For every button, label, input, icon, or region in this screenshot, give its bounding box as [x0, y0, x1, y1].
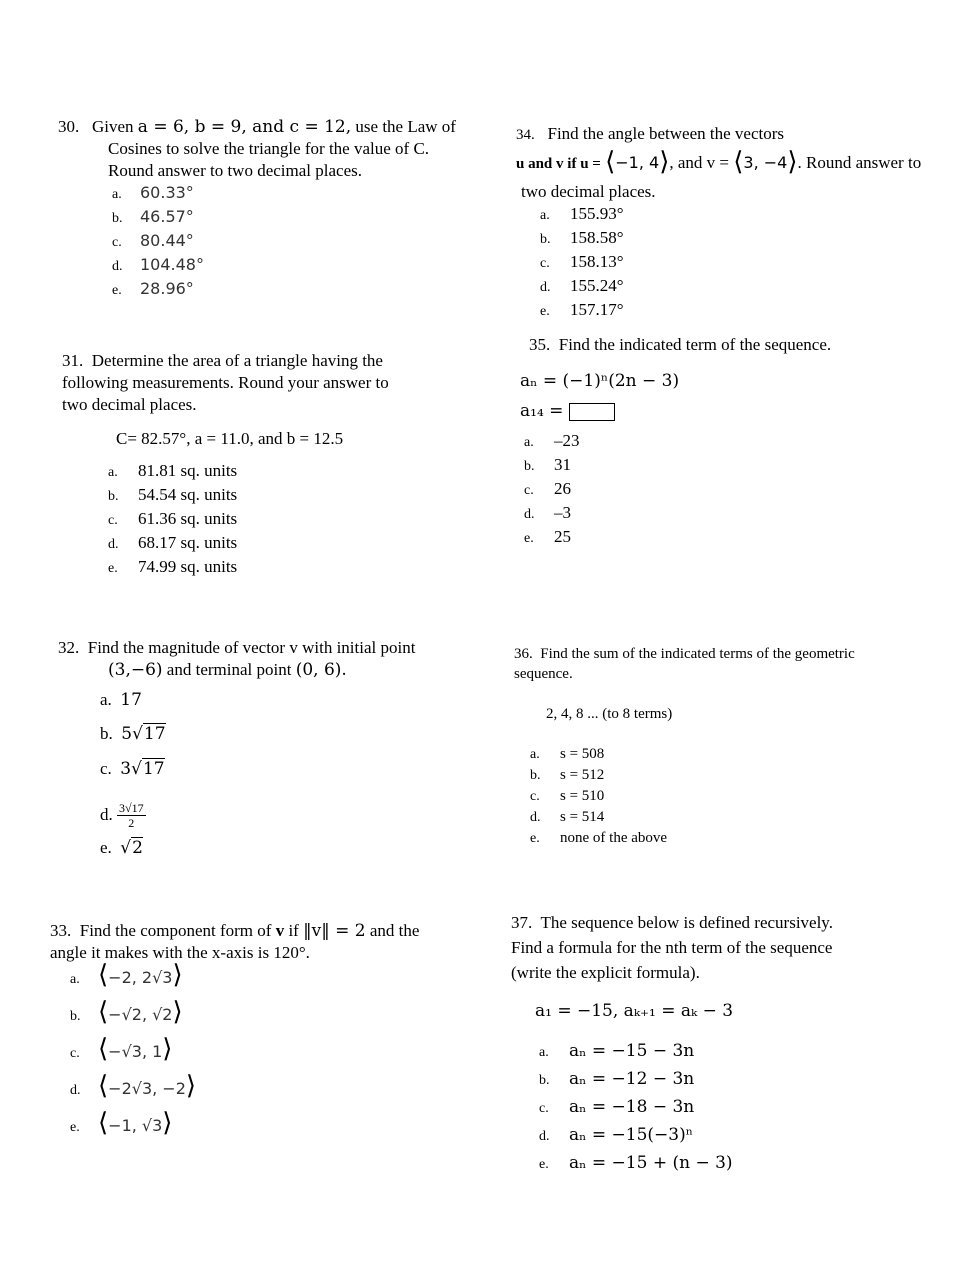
option-value: −√2, √2	[108, 1005, 173, 1024]
question-stem: 30. Given a = 6, b = 9, and c = 12, use the Law of	[58, 117, 456, 137]
option-value: 104.48°	[140, 255, 204, 274]
option-c[interactable]: c. ⟨ −√3, 1 ⟩	[70, 1034, 173, 1064]
option-d[interactable]	[530, 807, 934, 828]
option-a[interactable]	[539, 1038, 951, 1066]
option-a[interactable]: a. ⟨ −2, 2√3 ⟩	[70, 960, 183, 990]
option-letter: a.	[530, 747, 540, 762]
option-letter: a.	[108, 465, 118, 480]
option-e[interactable]	[530, 828, 934, 849]
option-letter: d.	[540, 280, 551, 295]
option-value: 54.54 sq. units	[138, 485, 238, 504]
question-31	[62, 350, 482, 580]
option-d[interactable]	[112, 254, 478, 278]
question-37	[511, 910, 951, 1178]
question-stem-line: following measurements. Round your answer to	[62, 373, 389, 392]
option-value: 26	[554, 479, 571, 498]
option-letter: b.	[539, 1073, 550, 1088]
option-value: aₙ = −18 − 3n	[569, 1097, 695, 1117]
question-35	[520, 334, 940, 550]
option-letter: e.	[70, 1120, 80, 1135]
option-letter: d.	[539, 1129, 550, 1144]
option-letter: b.	[112, 211, 123, 226]
option-c[interactable]	[524, 478, 940, 502]
option-value: 28.96°	[140, 279, 194, 298]
option-value: 31	[554, 455, 571, 474]
option-letter: c.	[530, 789, 540, 804]
option-value: −2√3, −2	[108, 1079, 186, 1098]
option-letter: c.	[108, 513, 118, 528]
option-value: 80.44°	[140, 231, 194, 250]
option-value: 158.13°	[570, 252, 624, 271]
option-b[interactable]	[108, 484, 482, 508]
answer-box[interactable]	[569, 403, 615, 421]
option-c[interactable]	[530, 786, 934, 807]
option-c[interactable]	[112, 230, 478, 254]
question-stem-line: (3,−6) and terminal point (0, 6).	[108, 660, 347, 680]
options-list	[50, 960, 470, 1151]
option-value: −1, √3	[108, 1116, 163, 1135]
question-number: 33.	[50, 921, 72, 940]
option-a[interactable]	[108, 460, 482, 484]
option-c[interactable]: c. 3√17	[100, 759, 165, 779]
option-letter: a.	[540, 208, 550, 223]
option-letter: c.	[70, 1046, 80, 1061]
option-letter: a.	[112, 187, 122, 202]
question-stem-line: Cosines to solve the triangle for the value of C.	[108, 139, 430, 158]
option-letter: b.	[540, 232, 551, 247]
option-letter: e.	[108, 561, 118, 576]
question-stem-line: angle it makes with the x-axis is 120°.	[50, 943, 310, 962]
recursive-definition: a₁ = −15, aₖ₊₁ = aₖ − 3	[535, 1001, 734, 1021]
given-values: a = 6, b = 9, and c = 12,	[137, 117, 352, 137]
option-e[interactable]: e. √2	[100, 838, 143, 858]
question-number: 37.	[511, 913, 533, 932]
options-list	[58, 689, 478, 867]
options-list	[520, 430, 940, 550]
option-b[interactable]: b. 5√17	[100, 724, 166, 744]
option-value: 74.99 sq. units	[138, 557, 238, 576]
option-value: 25	[554, 527, 571, 546]
option-letter: d.	[108, 537, 119, 552]
option-letter: a.	[70, 972, 80, 987]
option-e[interactable]	[540, 299, 946, 323]
question-stem-line: 37. The sequence below is defined recursively.	[511, 913, 833, 932]
option-value: 155.93°	[570, 204, 624, 223]
option-b[interactable]	[540, 227, 946, 251]
option-value: s = 510	[560, 788, 605, 804]
question-number: 34.	[516, 127, 535, 143]
option-e[interactable]	[539, 1150, 951, 1178]
option-value: –3	[554, 503, 571, 522]
option-d[interactable]	[539, 1122, 951, 1150]
option-d[interactable]	[108, 532, 482, 556]
option-letter: b.	[108, 489, 119, 504]
option-value: aₙ = −12 − 3n	[569, 1069, 695, 1089]
option-c[interactable]	[539, 1094, 951, 1122]
option-letter: d.	[70, 1083, 81, 1098]
option-value: 81.81 sq. units	[138, 461, 238, 480]
option-value: 155.24°	[570, 276, 624, 295]
option-c[interactable]	[540, 251, 946, 275]
question-number: 30.	[58, 117, 80, 136]
option-a[interactable]	[530, 744, 934, 765]
question-number: 32.	[58, 638, 80, 657]
option-e[interactable]: e. ⟨ −1, √3 ⟩	[70, 1108, 173, 1138]
option-letter: e.	[539, 1157, 549, 1172]
question-34	[516, 123, 946, 323]
option-b[interactable]: b. ⟨ −√2, √2 ⟩	[70, 997, 183, 1027]
option-d[interactable]	[524, 502, 940, 526]
option-value: 61.36 sq. units	[138, 509, 238, 528]
option-letter: e.	[112, 283, 122, 298]
option-d[interactable]: d. ⟨ −2√3, −2 ⟩	[70, 1071, 197, 1101]
option-a[interactable]	[112, 182, 478, 206]
option-value: 60.33°	[140, 183, 194, 202]
option-letter: a.	[524, 435, 534, 450]
question-number: 36.	[514, 646, 533, 662]
question-stem-line: two decimal places.	[62, 395, 197, 414]
option-letter: d.	[524, 507, 535, 522]
answer-target: a₁₄ =	[520, 400, 940, 422]
option-letter: a.	[539, 1045, 549, 1060]
question-stem-line: Find a formula for the nth term of the sequence	[511, 938, 833, 957]
option-letter: e.	[530, 831, 540, 846]
option-e[interactable]	[524, 526, 940, 550]
question-stem-line: 31. Determine the area of a triangle having the	[62, 351, 383, 370]
option-letter: b.	[530, 768, 541, 783]
option-value: s = 514	[560, 809, 605, 825]
option-value: −2, 2√3	[108, 968, 173, 987]
question-stem-line: Round answer to two decimal places.	[108, 161, 362, 180]
options-list	[516, 203, 946, 323]
question-number: 35.	[529, 335, 551, 354]
question-stem-line: sequence.	[514, 666, 573, 682]
question-stem-line: 34. Find the angle between the vectors	[516, 124, 785, 143]
option-value: 158.58°	[570, 228, 624, 247]
options-list	[514, 744, 934, 849]
option-value: aₙ = −15(−3)ⁿ	[569, 1125, 694, 1145]
options-list	[58, 182, 478, 302]
option-letter: c.	[540, 256, 550, 271]
option-b[interactable]	[524, 454, 940, 478]
question-stem-line: (write the explicit formula).	[511, 963, 700, 982]
option-value: none of the above	[560, 830, 668, 846]
question-stem-line: two decimal places.	[521, 182, 656, 201]
option-value: s = 508	[560, 746, 605, 762]
option-value: –23	[554, 431, 580, 450]
option-letter: c.	[524, 483, 534, 498]
question-stem-line: 33. Find the component form of v if ‖v‖ = 2 and the	[50, 921, 420, 941]
option-d[interactable]: d. $\frac{3√17}{2}$	[100, 800, 144, 830]
question-stem-line: 36. Find the sum of the indicated terms of the geometric	[514, 646, 855, 662]
given-measurements: C= 82.57°, a = 11.0, and b = 12.5	[116, 429, 344, 448]
option-letter: d.	[112, 259, 123, 274]
option-a[interactable]: a. 17	[100, 690, 142, 710]
question-30	[58, 116, 478, 302]
question-stem-line: 35. Find the indicated term of the sequence.	[529, 335, 832, 354]
option-letter: c.	[539, 1101, 549, 1116]
option-letter: b.	[524, 459, 535, 474]
option-letter: e.	[524, 531, 534, 546]
option-value: −√3, 1	[108, 1042, 163, 1061]
options-list	[511, 1038, 951, 1178]
question-36	[514, 644, 934, 849]
option-b[interactable]	[530, 765, 934, 786]
option-b[interactable]	[112, 206, 478, 230]
sequence-terms: 2, 4, 8 ... (to 8 terms)	[546, 706, 673, 722]
option-a[interactable]	[540, 203, 946, 227]
option-letter: c.	[112, 235, 122, 250]
option-value: 157.17°	[570, 300, 624, 319]
question-stem-line: 32. Find the magnitude of vector v with initial point	[58, 638, 416, 657]
option-letter: d.	[530, 810, 541, 825]
option-letter: e.	[540, 304, 550, 319]
sequence-formula: aₙ = (−1)ⁿ(2n − 3)	[520, 371, 680, 391]
option-b[interactable]	[539, 1066, 951, 1094]
option-d[interactable]	[540, 275, 946, 299]
option-value: s = 512	[560, 767, 605, 783]
option-letter: b.	[70, 1009, 81, 1024]
option-c[interactable]	[108, 508, 482, 532]
option-a[interactable]	[524, 430, 940, 454]
question-33	[50, 920, 470, 1151]
option-e[interactable]	[108, 556, 482, 580]
question-32	[58, 637, 478, 867]
option-value: aₙ = −15 − 3n	[569, 1041, 695, 1061]
option-value: 68.17 sq. units	[138, 533, 238, 552]
option-value: aₙ = −15 + (n − 3)	[569, 1153, 733, 1173]
question-number: 31.	[62, 351, 84, 370]
option-value: 46.57°	[140, 207, 194, 226]
option-e[interactable]	[112, 278, 478, 302]
question-stem-line: u and v if u = ⟨−1, 4⟩, and v = ⟨3, −4⟩. Round answer to	[516, 147, 922, 177]
options-list	[62, 460, 482, 580]
